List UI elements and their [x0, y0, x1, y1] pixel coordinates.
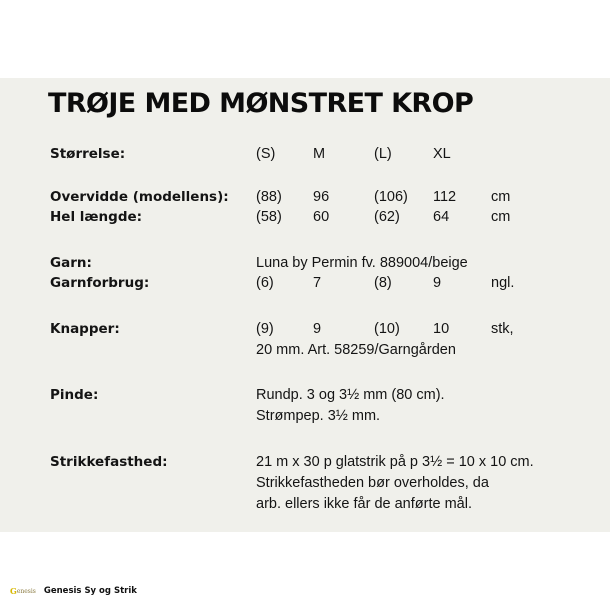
gauge-line: 21 m x 30 p glatstrik på p 3½ = 10 x 10 cm. [256, 454, 534, 470]
value: 10 [433, 321, 450, 337]
length-row [0, 209, 610, 229]
value: (62) [374, 209, 400, 225]
size-s: (S) [256, 146, 276, 162]
value: 64 [433, 209, 450, 225]
gauge-line: Strikkefastheden bør overholdes, da [256, 475, 489, 491]
value: 9 [433, 275, 442, 291]
logo-text: enesis [16, 587, 36, 595]
chest-width-label: Overvidde (modellens): [50, 189, 229, 205]
yarn-value: Luna by Permin fv. 889004/beige [256, 255, 468, 271]
value: (6) [256, 275, 274, 291]
size-xl: XL [433, 146, 451, 162]
gauge-row [0, 454, 610, 474]
brand-name: Genesis Sy og Strik [43, 586, 137, 596]
footer [10, 583, 137, 599]
logo-initial: G [10, 586, 17, 596]
value: 9 [313, 321, 322, 337]
gauge-row-3 [0, 496, 610, 516]
pattern-title: TRØJE MED MØNSTRET KROP [48, 88, 474, 119]
unit: cm [491, 209, 511, 225]
buttons-note-row [0, 342, 610, 362]
yarn-usage-label: Garnforbrug: [50, 275, 150, 291]
buttons-row [0, 321, 610, 341]
value: 112 [433, 189, 457, 205]
unit: cm [491, 189, 511, 205]
needles-row-2 [0, 408, 610, 428]
yarn-label: Garn: [50, 255, 92, 271]
yarn-row [0, 255, 610, 275]
value: (9) [256, 321, 274, 337]
needles-line: Rundp. 3 og 3½ mm (80 cm). [256, 387, 445, 403]
gauge-row-2 [0, 475, 610, 495]
value: (58) [256, 209, 282, 225]
value: (8) [374, 275, 392, 291]
gauge-line: arb. ellers ikke får de anførte mål. [256, 496, 472, 512]
size-m: M [313, 146, 326, 162]
chest-width-row [0, 189, 610, 209]
sizes-label: Størrelse: [50, 146, 126, 162]
buttons-note: 20 mm. Art. 58259/Garngården [256, 342, 456, 358]
value: 60 [313, 209, 330, 225]
unit: ngl. [491, 275, 515, 291]
length-label: Hel længde: [50, 209, 143, 225]
size-l: (L) [374, 146, 392, 162]
needles-label: Pinde: [50, 387, 99, 403]
value: (10) [374, 321, 400, 337]
value: (88) [256, 189, 282, 205]
gauge-label: Strikkefasthed: [50, 454, 168, 470]
value: 7 [313, 275, 322, 291]
buttons-label: Knapper: [50, 321, 120, 337]
needles-row [0, 387, 610, 407]
sizes-row [0, 146, 610, 166]
genesis-logo-icon [10, 586, 36, 596]
value: 96 [313, 189, 330, 205]
value: (106) [374, 189, 408, 205]
unit: stk, [491, 321, 514, 337]
yarn-usage-row [0, 275, 610, 295]
needles-line: Strømpep. 3½ mm. [256, 408, 381, 424]
